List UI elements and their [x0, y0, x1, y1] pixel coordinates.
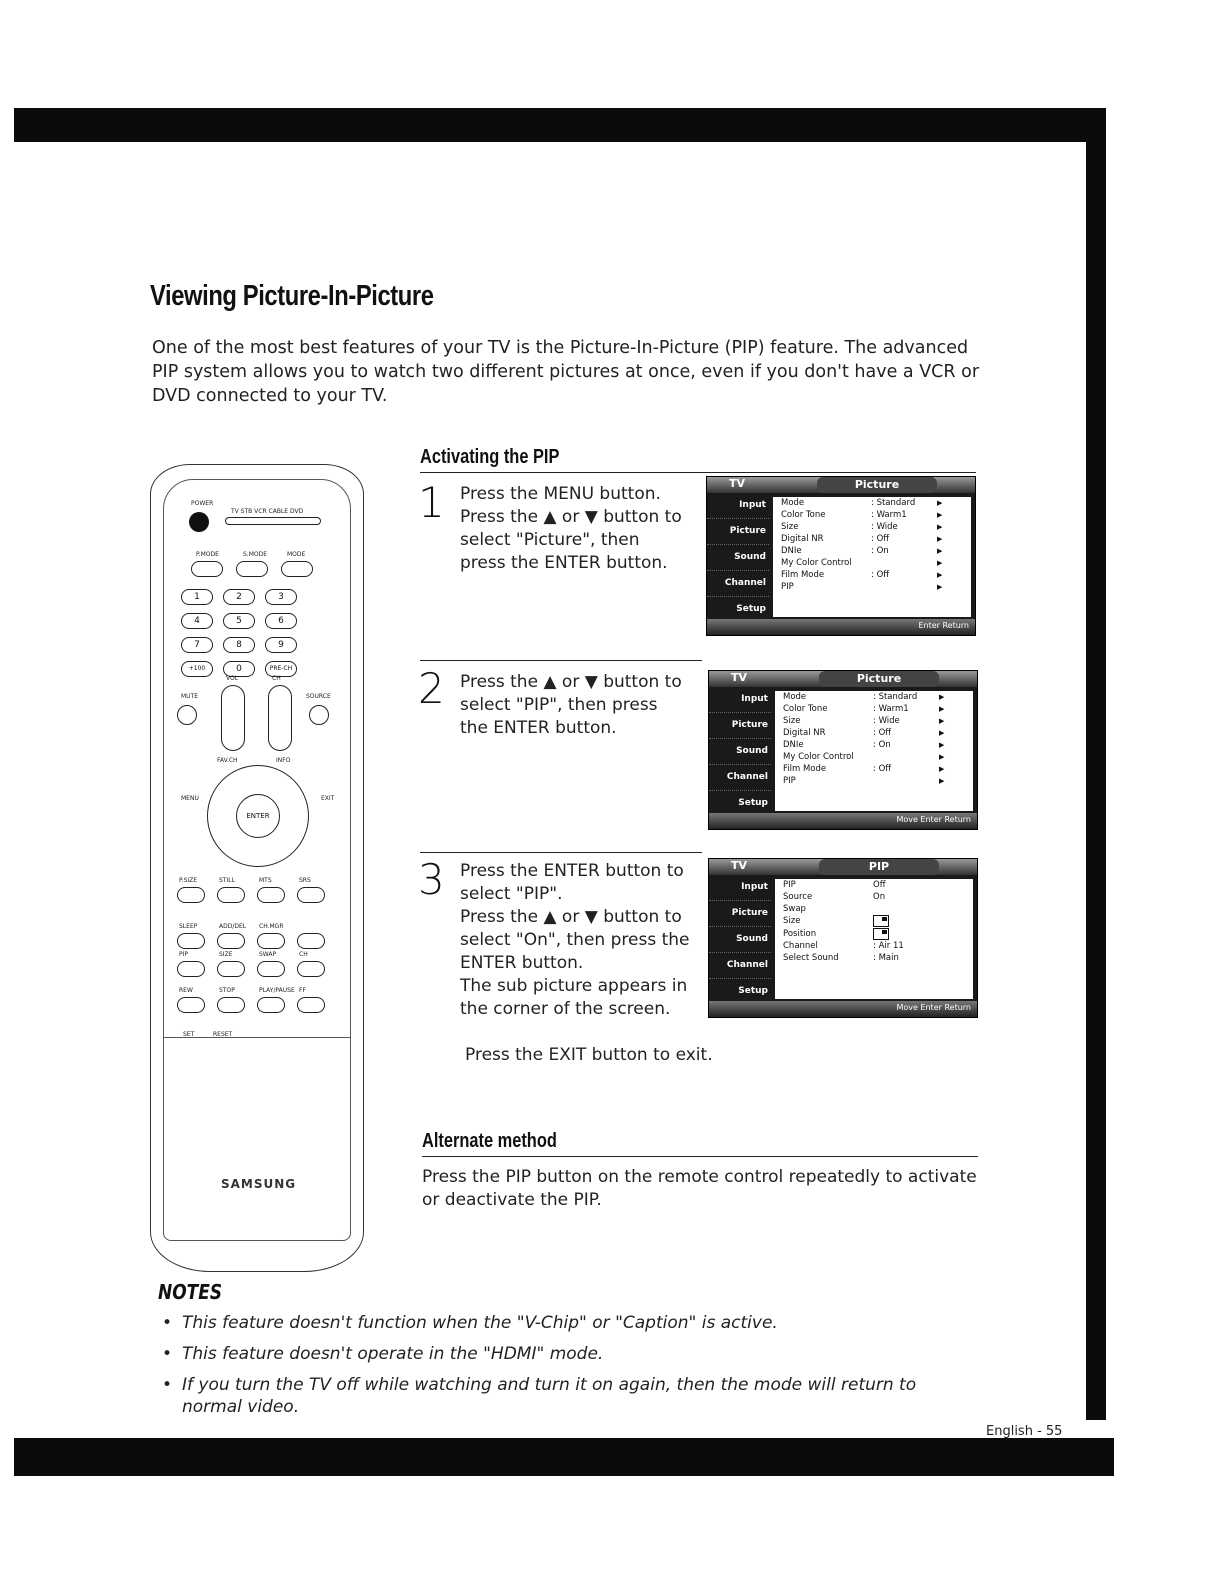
ch-label: CH — [272, 675, 281, 682]
exit-instruction: Press the EXIT button to exit. — [465, 1045, 713, 1065]
osd-row — [773, 545, 971, 557]
osd-3-header — [709, 859, 977, 875]
step-3-number: 3 — [418, 855, 445, 904]
osd-row — [773, 521, 971, 533]
info-label: INFO — [276, 757, 291, 764]
reset-label: RESET — [213, 1031, 233, 1038]
arrow-right-icon: ▶ — [939, 729, 945, 737]
osd-row — [775, 903, 973, 915]
ch-rocker — [268, 685, 292, 751]
arrow-right-icon: ▶ — [939, 765, 945, 773]
mode-button — [281, 561, 313, 577]
remote-button — [177, 887, 205, 903]
step-3-line-3: The sub picture appears in the corner of the screen. — [460, 976, 688, 1019]
osd-row — [775, 703, 973, 715]
digit-button: 2 — [223, 589, 255, 605]
osd-row-value: : Off — [871, 570, 890, 580]
osd-row-label: Color Tone — [781, 510, 826, 520]
osd-row — [775, 879, 973, 891]
remote-button-label: SWAP — [259, 951, 277, 958]
step-1-text — [460, 483, 686, 575]
osd-1-sidebar — [707, 493, 769, 621]
alternate-rule — [422, 1156, 978, 1157]
osd-row-label: Position — [783, 928, 817, 939]
osd-row-value: : Wide — [871, 522, 898, 532]
page-title: Viewing Picture-In-Picture — [150, 280, 434, 312]
digit-button: 5 — [223, 613, 255, 629]
osd-row — [775, 915, 973, 928]
osd-row-label: Source — [783, 892, 813, 902]
digit-button: 1 — [181, 589, 213, 605]
remote-button — [217, 961, 245, 977]
remote-button — [297, 887, 325, 903]
remote-button — [257, 961, 285, 977]
top-bar — [14, 108, 1106, 142]
osd-2-channel: Channel — [709, 765, 771, 791]
osd-screen-3 — [708, 858, 978, 1018]
osd-1-channel: Channel — [707, 571, 769, 597]
arrow-right-icon: ▶ — [937, 547, 943, 555]
remote-button — [217, 933, 245, 949]
osd-row — [775, 775, 973, 787]
osd-1-setup: Setup — [707, 597, 769, 623]
enter-button: ENTER — [236, 794, 280, 838]
osd-2-picture: Picture — [709, 713, 771, 739]
osd-3-title: PIP — [819, 859, 939, 875]
remote-button — [217, 887, 245, 903]
osd-row — [775, 751, 973, 763]
osd-row-label: Digital NR — [781, 534, 824, 544]
osd-2-header — [709, 671, 977, 687]
osd-1-title: Picture — [817, 477, 937, 493]
smode-button — [236, 561, 268, 577]
osd-2-panel — [775, 691, 973, 811]
arrow-right-icon: ▶ — [937, 523, 943, 531]
digit-button: 7 — [181, 637, 213, 653]
remote-control-illustration — [150, 464, 364, 1272]
remote-button — [217, 997, 245, 1013]
osd-2-tv-label: TV — [731, 671, 748, 684]
digit-button: 4 — [181, 613, 213, 629]
page-number: English - 55 — [986, 1424, 1063, 1439]
osd-row — [775, 940, 973, 952]
osd-3-setup: Setup — [709, 979, 771, 1005]
osd-row — [773, 581, 971, 593]
osd-2-footer-text: Move Enter Return — [896, 815, 971, 824]
osd-row — [775, 715, 973, 727]
step-2-text — [460, 671, 686, 740]
osd-2-setup: Setup — [709, 791, 771, 817]
mode-labels: TV STB VCR CABLE DVD — [231, 508, 304, 515]
right-bar — [1086, 108, 1106, 1420]
arrow-right-icon: ▶ — [939, 777, 945, 785]
alternate-text: Press the PIP button on the remote control repeatedly to activate or deactivate the PIP. — [422, 1167, 977, 1210]
osd-row-label: Film Mode — [781, 570, 825, 580]
osd-row — [775, 739, 973, 751]
osd-row-label: Size — [781, 522, 799, 532]
step-2-line-1: Press the ▲ or ▼ button to select "PIP", then press the ENTER button. — [460, 672, 682, 738]
osd-row-label: PIP — [783, 880, 796, 890]
osd-3-sidebar — [709, 875, 771, 1003]
osd-row — [775, 952, 973, 964]
note-item: • This feature doesn't operate in the "HDMI" mode. — [160, 1343, 980, 1365]
pip-size-icon — [873, 915, 889, 927]
lower-panel — [163, 1037, 351, 1241]
osd-row-value: Off — [873, 880, 886, 890]
osd-3-footer-text: Move Enter Return — [896, 1003, 971, 1012]
osd-row-value: : Warm1 — [873, 704, 909, 714]
digit-button: PRE-CH — [265, 661, 297, 677]
pmode-button — [191, 561, 223, 577]
osd-2-input: Input — [709, 687, 771, 713]
step-2-number: 2 — [418, 664, 445, 713]
intro-paragraph: One of the most best features of your TV is the Picture-In-Picture (PIP) feature. The advanced PIP system allows you to watch two different pictures at once, even if you don't have a VCR or DVD connected to your TV. — [152, 338, 980, 406]
set-label: SET — [183, 1031, 195, 1038]
osd-3-channel: Channel — [709, 953, 771, 979]
osd-1-footer-text: Enter Return — [918, 621, 969, 630]
osd-row-value: : On — [873, 740, 891, 750]
digit-button: 6 — [265, 613, 297, 629]
osd-row — [773, 533, 971, 545]
remote-button-label: SIZE — [219, 951, 233, 958]
osd-row-label: Swap — [783, 904, 806, 914]
favch-label: FAV.CH — [217, 757, 238, 764]
remote-button-label: SLEEP — [179, 923, 198, 930]
dpad — [207, 765, 309, 867]
step-3-line-2: Press the ▲ or ▼ button to select "On", then press the ENTER button. — [460, 907, 690, 973]
osd-row-value — [871, 557, 937, 569]
arrow-right-icon: ▶ — [937, 511, 943, 519]
osd-row-value: : Air 11 — [873, 941, 904, 951]
digit-button: 8 — [223, 637, 255, 653]
osd-3-input: Input — [709, 875, 771, 901]
osd-row — [775, 891, 973, 903]
remote-button — [257, 997, 285, 1013]
remote-button-label: ADD/DEL — [219, 923, 247, 930]
remote-button — [297, 933, 325, 949]
osd-row-label: DNIe — [783, 740, 804, 750]
step-3-line-1: Press the ENTER button to select "PIP". — [460, 861, 684, 904]
osd-row — [775, 928, 973, 941]
notes-heading: NOTES — [158, 1280, 223, 1304]
osd-row-value — [871, 581, 937, 593]
remote-button-label: P.SIZE — [179, 877, 198, 884]
osd-row-value — [873, 915, 939, 928]
remote-button — [257, 887, 285, 903]
menu-label: MENU — [181, 795, 199, 802]
osd-row — [775, 691, 973, 703]
osd-1-input: Input — [707, 493, 769, 519]
mode-slider — [225, 517, 321, 525]
osd-1-footer — [707, 619, 975, 635]
digit-button: +100 — [181, 661, 213, 677]
osd-row-label: Mode — [783, 692, 807, 702]
osd-1-sound: Sound — [707, 545, 769, 571]
osd-row-value: : Wide — [873, 716, 900, 726]
remote-button-label: CH — [299, 951, 308, 958]
mode-label: MODE — [287, 551, 306, 558]
osd-row — [773, 557, 971, 569]
smode-label: S.MODE — [243, 551, 268, 558]
step-1-number: 1 — [418, 478, 445, 527]
pip-size-icon — [873, 928, 889, 940]
osd-row-label: Size — [783, 716, 801, 726]
mute-label: MUTE — [181, 693, 199, 700]
osd-row — [773, 569, 971, 581]
remote-button-label: REW — [179, 987, 193, 994]
remote-button — [177, 961, 205, 977]
osd-row-value: : Off — [873, 764, 892, 774]
osd-row-value — [873, 775, 939, 787]
osd-row-label: DNIe — [781, 546, 802, 556]
osd-row-label: My Color Control — [783, 752, 854, 762]
remote-button-label: PLAY/PAUSE — [259, 987, 295, 994]
osd-row-value: : Warm1 — [871, 510, 907, 520]
samsung-logo: SAMSUNG — [221, 1177, 297, 1191]
remote-button-label: PIP — [179, 951, 189, 958]
osd-screen-1 — [706, 476, 976, 636]
osd-row-label: PIP — [783, 776, 796, 786]
arrow-right-icon: ▶ — [937, 571, 943, 579]
osd-3-panel — [775, 879, 973, 999]
activating-heading: Activating the PIP — [420, 446, 560, 468]
osd-row-label: My Color Control — [781, 558, 852, 568]
bottom-bar — [14, 1438, 1114, 1476]
osd-row-value: On — [873, 892, 886, 902]
osd-row-label: Select Sound — [783, 953, 839, 963]
remote-button-label: STILL — [219, 877, 235, 884]
vol-label: VOL — [226, 675, 239, 682]
osd-row-label: Digital NR — [783, 728, 826, 738]
remote-button — [297, 961, 325, 977]
osd-row-value — [873, 928, 939, 941]
step-3-text — [460, 860, 690, 1021]
arrow-right-icon: ▶ — [937, 535, 943, 543]
osd-row — [773, 509, 971, 521]
osd-row-label: Size — [783, 916, 801, 926]
arrow-right-icon: ▶ — [937, 559, 943, 567]
osd-row-value — [873, 903, 939, 915]
osd-1-header — [707, 477, 975, 493]
mute-icon — [177, 705, 197, 725]
source-label: SOURCE — [306, 693, 331, 700]
arrow-right-icon: ▶ — [937, 499, 943, 507]
remote-button-label: FF — [299, 987, 306, 994]
osd-2-footer — [709, 813, 977, 829]
remote-button — [257, 933, 285, 949]
osd-2-title: Picture — [819, 671, 939, 687]
osd-3-tv-label: TV — [731, 859, 748, 872]
osd-row-value: : Main — [873, 953, 899, 963]
osd-1-panel — [773, 497, 971, 617]
osd-row-label: Color Tone — [783, 704, 828, 714]
pmode-label: P.MODE — [196, 551, 219, 558]
remote-button — [177, 933, 205, 949]
remote-button-label: STOP — [219, 987, 235, 994]
power-label: POWER — [191, 500, 214, 507]
osd-row-value: : Off — [873, 728, 892, 738]
step-3-rule — [420, 852, 702, 853]
osd-row-value — [873, 751, 939, 763]
osd-2-sound: Sound — [709, 739, 771, 765]
osd-row-label: PIP — [781, 582, 794, 592]
notes-list — [160, 1312, 980, 1427]
remote-button — [177, 997, 205, 1013]
osd-row-label: Film Mode — [783, 764, 827, 774]
exit-label: EXIT — [321, 795, 335, 802]
osd-row — [775, 763, 973, 775]
remote-button-label: CH.MGR — [259, 923, 284, 930]
remote-button — [297, 997, 325, 1013]
remote-button-label: SRS — [299, 877, 311, 884]
osd-3-picture: Picture — [709, 901, 771, 927]
arrow-right-icon: ▶ — [939, 717, 945, 725]
remote-button-label: MTS — [259, 877, 272, 884]
step-2-rule — [420, 660, 702, 661]
osd-row — [775, 727, 973, 739]
osd-1-tv-label: TV — [729, 477, 746, 490]
step-1-line-1: Press the MENU button. — [460, 484, 661, 504]
osd-1-picture: Picture — [707, 519, 769, 545]
digit-button: 3 — [265, 589, 297, 605]
activating-rule — [420, 472, 976, 473]
osd-screen-2 — [708, 670, 978, 830]
step-1-line-2: Press the ▲ or ▼ button to select "Picture", then press the ENTER button. — [460, 507, 682, 573]
note-item: • This feature doesn't function when the "V-Chip" or "Caption" is active. — [160, 1312, 980, 1334]
source-button — [309, 705, 329, 725]
arrow-right-icon: ▶ — [939, 705, 945, 713]
osd-row-value: : Off — [871, 534, 890, 544]
osd-row-label: Mode — [781, 498, 805, 508]
osd-3-sound: Sound — [709, 927, 771, 953]
digit-button: 9 — [265, 637, 297, 653]
arrow-right-icon: ▶ — [939, 741, 945, 749]
osd-2-sidebar — [709, 687, 771, 815]
osd-row — [773, 497, 971, 509]
osd-3-footer — [709, 1001, 977, 1017]
arrow-right-icon: ▶ — [939, 693, 945, 701]
alternate-heading: Alternate method — [422, 1130, 557, 1152]
vol-rocker — [221, 685, 245, 751]
power-button — [189, 512, 209, 532]
osd-row-label: Channel — [783, 941, 818, 951]
osd-row-value: : On — [871, 546, 889, 556]
digit-button: 0 — [223, 661, 255, 677]
arrow-right-icon: ▶ — [937, 583, 943, 591]
osd-row-value: : Standard — [873, 692, 918, 702]
osd-row-value: : Standard — [871, 498, 916, 508]
arrow-right-icon: ▶ — [939, 753, 945, 761]
note-item: • If you turn the TV off while watching and turn it on again, then the mode will return to normal video. — [160, 1374, 980, 1418]
